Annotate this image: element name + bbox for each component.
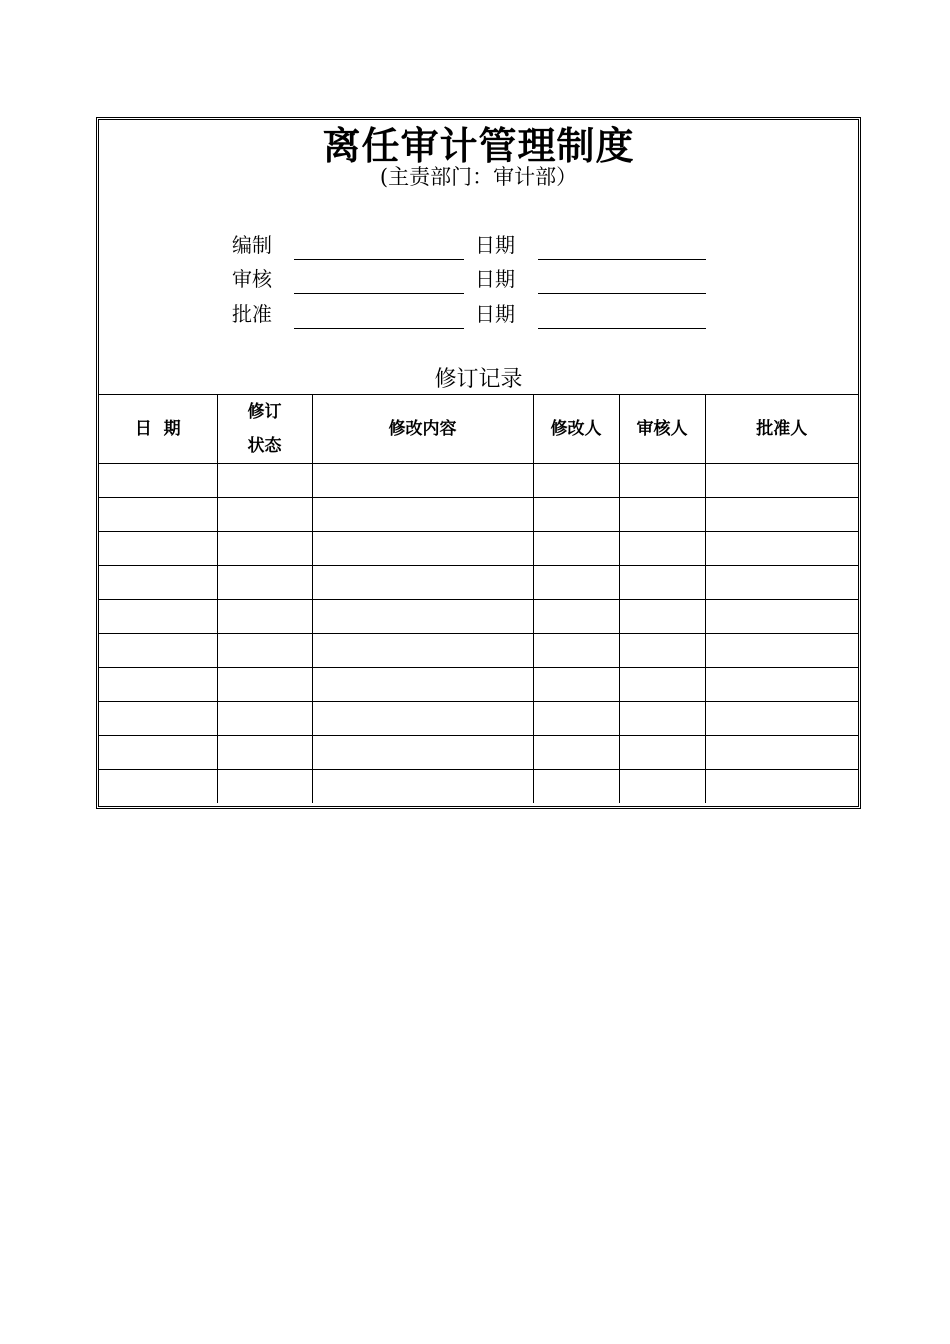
table-cell[interactable] [619, 634, 705, 668]
table-cell[interactable] [99, 532, 217, 566]
header-revision-status-line2: 状态 [247, 436, 282, 456]
table-row [99, 668, 858, 702]
table-cell[interactable] [312, 600, 533, 634]
table-row [99, 532, 858, 566]
table-cell[interactable] [619, 600, 705, 634]
table-row [99, 702, 858, 736]
document-subtitle: (主责部门：审计部） [379, 165, 578, 189]
table-cell[interactable] [533, 566, 619, 600]
table-cell[interactable] [619, 770, 705, 804]
revision-table-header [99, 395, 858, 464]
signoff-label-prepared: 编制 [232, 233, 272, 257]
table-cell[interactable] [312, 464, 533, 498]
revision-table-body [99, 464, 858, 804]
revision-table [99, 394, 858, 803]
signoff-line-approved [294, 328, 464, 329]
table-cell[interactable] [705, 498, 858, 532]
table-cell[interactable] [533, 770, 619, 804]
signoff-date-label-prepared: 日期 [475, 233, 515, 257]
table-cell[interactable] [619, 532, 705, 566]
header-revision-status-line1: 修订 [247, 402, 282, 422]
signoff-line-prepared [294, 259, 464, 260]
header-modifier: 修改人 [533, 395, 619, 464]
table-cell[interactable] [217, 566, 312, 600]
document-title: 离任审计管理制度 [322, 123, 635, 168]
table-cell[interactable] [312, 532, 533, 566]
table-cell[interactable] [533, 464, 619, 498]
table-cell[interactable] [99, 702, 217, 736]
revision-record-title: 修订记录 [434, 367, 523, 392]
table-cell[interactable] [217, 532, 312, 566]
table-cell[interactable] [312, 702, 533, 736]
table-cell[interactable] [533, 634, 619, 668]
signoff-date-line-approved [538, 328, 706, 329]
table-cell[interactable] [312, 770, 533, 804]
table-cell[interactable] [705, 532, 858, 566]
table-cell[interactable] [533, 736, 619, 770]
table-cell[interactable] [705, 566, 858, 600]
table-cell[interactable] [533, 532, 619, 566]
table-row [99, 634, 858, 668]
table-cell[interactable] [99, 770, 217, 804]
signoff-date-line-prepared [538, 259, 706, 260]
table-cell[interactable] [705, 600, 858, 634]
table-cell[interactable] [99, 600, 217, 634]
table-cell[interactable] [619, 566, 705, 600]
header-approver: 批准人 [705, 395, 858, 464]
table-cell[interactable] [312, 668, 533, 702]
table-cell[interactable] [533, 600, 619, 634]
table-cell[interactable] [619, 736, 705, 770]
signoff-label-approved: 批准 [232, 302, 272, 326]
table-cell[interactable] [99, 634, 217, 668]
signoff-date-line-reviewed [538, 293, 706, 294]
table-cell[interactable] [619, 498, 705, 532]
table-cell[interactable] [99, 736, 217, 770]
table-cell[interactable] [705, 770, 858, 804]
table-cell[interactable] [99, 668, 217, 702]
table-cell[interactable] [533, 668, 619, 702]
table-row [99, 464, 858, 498]
signoff-date-label-reviewed: 日期 [475, 267, 515, 291]
table-cell[interactable] [705, 464, 858, 498]
table-cell[interactable] [217, 600, 312, 634]
table-row [99, 770, 858, 804]
table-cell[interactable] [312, 566, 533, 600]
table-cell[interactable] [99, 498, 217, 532]
table-row [99, 566, 858, 600]
table-cell[interactable] [312, 634, 533, 668]
table-cell[interactable] [533, 702, 619, 736]
table-row [99, 736, 858, 770]
table-cell[interactable] [619, 702, 705, 736]
table-cell[interactable] [217, 736, 312, 770]
table-cell[interactable] [217, 770, 312, 804]
table-cell[interactable] [619, 668, 705, 702]
table-cell[interactable] [705, 736, 858, 770]
table-cell[interactable] [312, 736, 533, 770]
table-cell[interactable] [312, 498, 533, 532]
table-cell[interactable] [217, 464, 312, 498]
table-cell[interactable] [705, 634, 858, 668]
table-cell[interactable] [619, 464, 705, 498]
header-revision-status [217, 395, 312, 464]
table-cell[interactable] [533, 498, 619, 532]
table-row [99, 498, 858, 532]
signoff-date-label-approved: 日期 [475, 302, 515, 326]
header-change-content: 修改内容 [312, 395, 533, 464]
header-reviewer: 审核人 [619, 395, 705, 464]
table-row [99, 600, 858, 634]
table-cell[interactable] [217, 668, 312, 702]
table-cell[interactable] [99, 464, 217, 498]
signoff-line-reviewed [294, 293, 464, 294]
signoff-label-reviewed: 审核 [232, 267, 272, 291]
table-cell[interactable] [217, 702, 312, 736]
table-cell[interactable] [705, 668, 858, 702]
header-date: 日 期 [99, 395, 217, 464]
table-cell[interactable] [217, 498, 312, 532]
table-cell[interactable] [99, 566, 217, 600]
table-cell[interactable] [705, 702, 858, 736]
document-frame [96, 117, 861, 809]
table-cell[interactable] [217, 634, 312, 668]
